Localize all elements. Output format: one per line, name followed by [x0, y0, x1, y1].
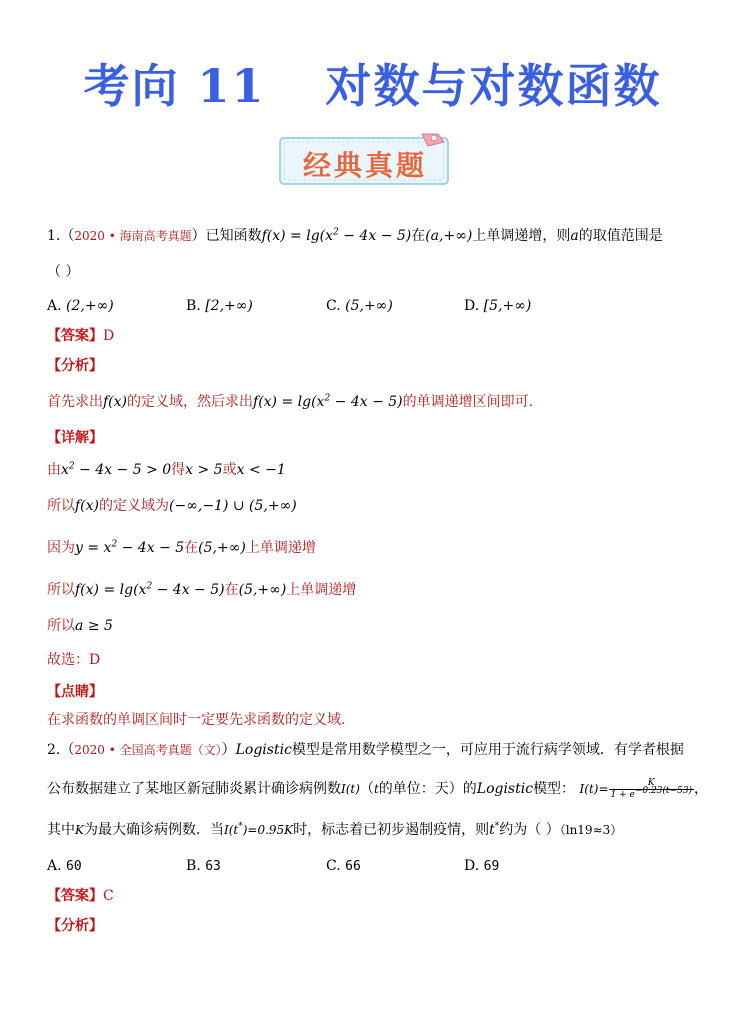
q1-detail-tag: 【详解】: [47, 430, 103, 446]
q1-comment: 在求函数的单调区间时一定要先求函数的定义域.: [47, 712, 346, 728]
q1-detail-line-4: 所以$f(x) = \lg(x^2 - 4x - 5)$在(5,+∞)上单调递增: [47, 581, 357, 598]
q1-option-d: D. [5,+∞): [464, 298, 532, 314]
q2-stem-line-1: 2.（2020 • 全国高考真题（文））Logistic模型是常用数学模型之一，可应用于流行病学领域．有学者根据: [47, 742, 684, 758]
q1-detail-line-5: 所以a ≥ 5: [47, 618, 113, 634]
q1-analysis-tag: 【分析】: [47, 358, 103, 374]
q1-stem: 1.（2020 • 海南高考真题）已知函数$f(x) = \lg(x^2 - 4x - 5)$在(a,+∞)上单调递增，则a的取值范围是: [47, 227, 663, 244]
q1-detail-line-2: 所以f(x)的定义域为(−∞,−1) ∪ (5,+∞): [47, 498, 297, 514]
q2-option-c: C. 66: [326, 858, 361, 874]
title-topic-number: 考向 11: [83, 59, 266, 113]
q2-option-d: D. 69: [464, 858, 500, 874]
q2-option-b: B. 63: [186, 858, 221, 874]
q2-stem-line-2: 公布数据建立了某地区新冠肺炎累计确诊病例数I(t)（t的单位：天）的Logistic模型： I(t)= $\frac{K}{1 + e^{-0.23(t-53)}}$ ，: [47, 778, 709, 800]
q1-answer: 【答案】D: [47, 328, 115, 344]
title-topic-name: 对数与对数函数: [325, 59, 662, 113]
page-title: [0, 50, 745, 116]
q2-option-a: A. 60: [47, 858, 82, 874]
q2-formula: I(t)= $\frac{K}{1 + e^{-0.23(t-53)}}$: [579, 778, 693, 800]
q2-answer: 【答案】C: [47, 888, 114, 904]
q2-source: 2020 • 全国高考真题（文）: [74, 743, 222, 757]
q1-answer-paren: （ ）: [47, 264, 80, 280]
q1-analysis: 首先求出f(x)的定义域，然后求出$f(x) = \lg(x^2 - 4x - 5)$的单调递增区间即可.: [47, 393, 534, 410]
q1-option-c: C. (5,+∞): [326, 298, 393, 314]
banner-label: 经典真题: [302, 149, 427, 182]
q2-stem-line-3: 其中K为最大确诊病例数．当I(t*)=0.95K时，标志着已初步遏制疫情，则t*约为（ ）（ln19≈3）: [47, 821, 623, 838]
q1-detail-line-1: 由$x^2 - 4x - 5 > 0$得x > 5或x < −1: [47, 461, 286, 478]
q2-analysis-tag: 【分析】: [47, 918, 103, 934]
q1-option-b: B. [2,+∞): [186, 298, 253, 314]
q1-comment-tag: 【点睛】: [47, 684, 103, 700]
q1-detail-line-3: 因为$y = x^2 - 4x - 5$在(5,+∞)上单调递增: [47, 539, 316, 556]
section-banner: [274, 128, 456, 190]
q1-source: 2020 • 海南高考真题: [74, 229, 192, 243]
q1-detail-line-6: 故选：D: [47, 652, 101, 668]
q1-option-a: A. (2,+∞): [47, 298, 114, 314]
